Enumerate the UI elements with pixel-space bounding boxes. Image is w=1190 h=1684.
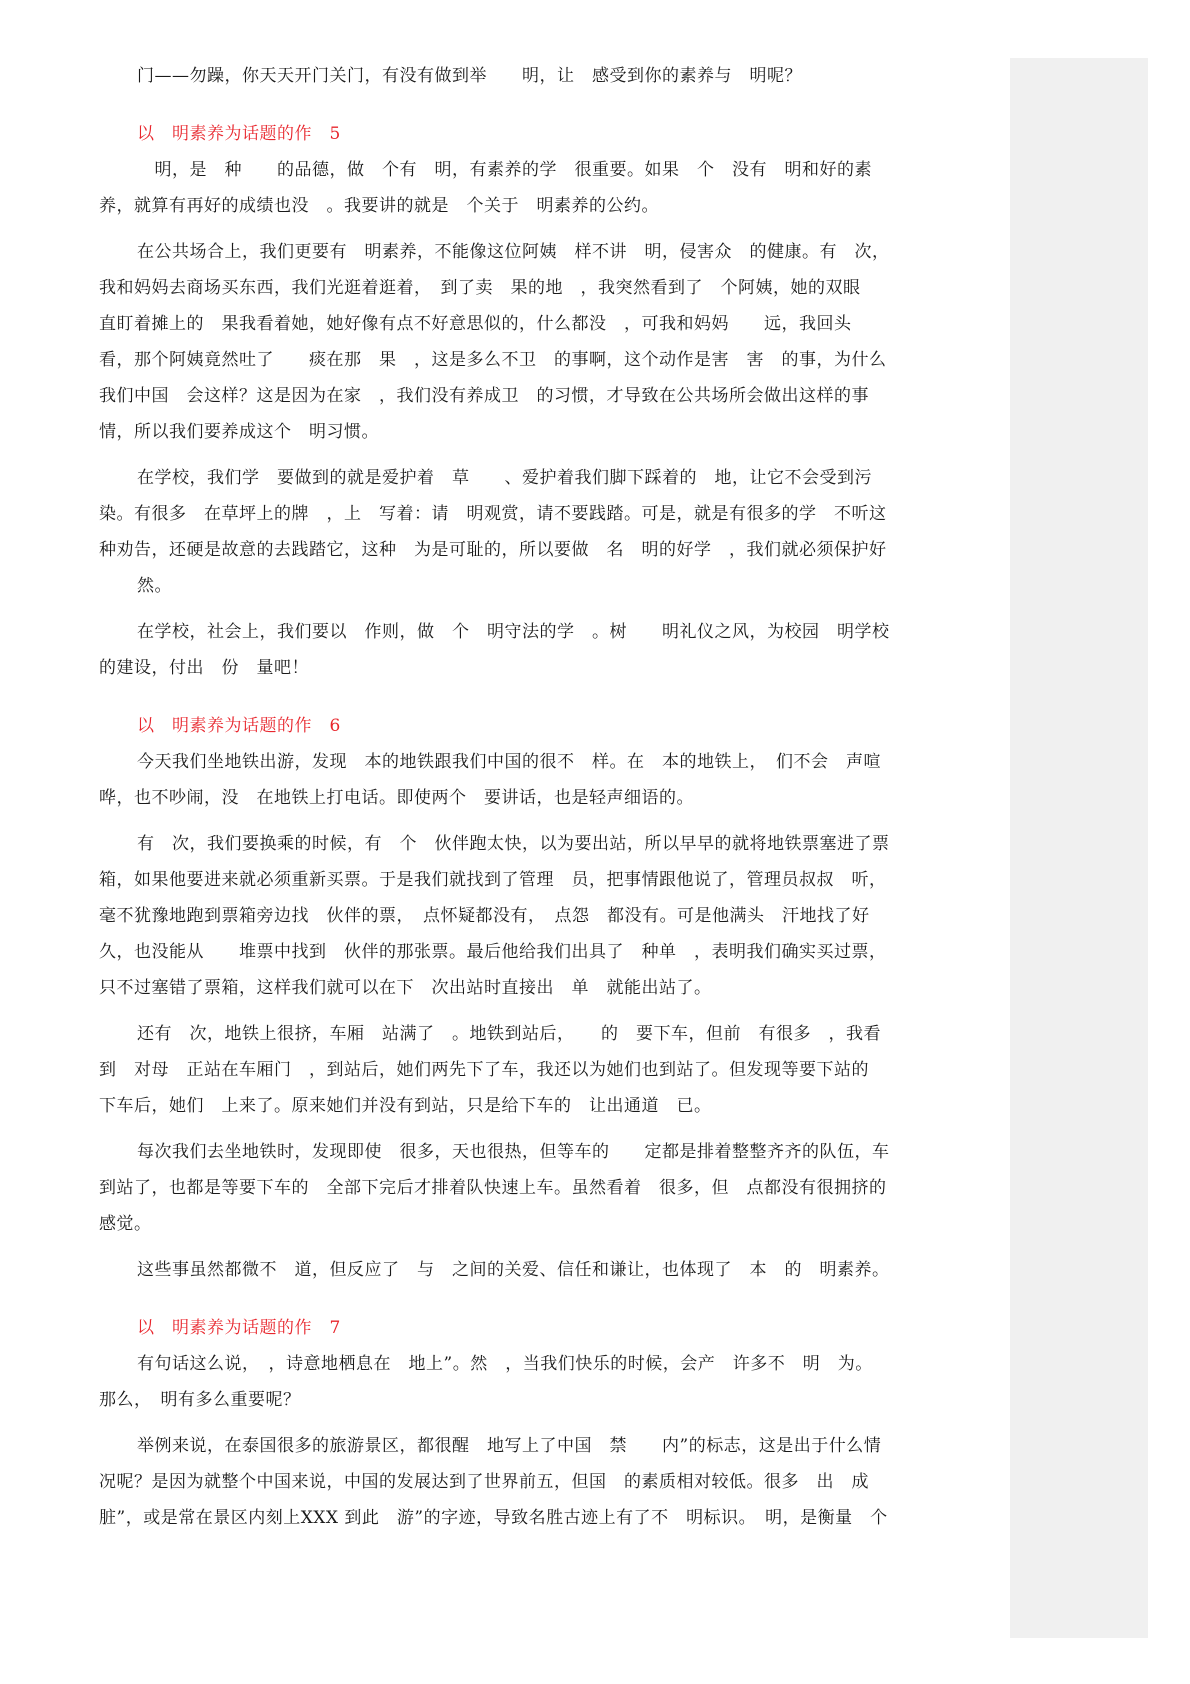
text-line: 箱，如果他要进来就必须重新买票。于是我们就找到了管理 员，把事情跟他说了，管理员叔叔 听， [99,870,887,890]
text-line: 况呢？是因为就整个中国来说，中国的发展达到了世界前五，但国 的素质相对较低。很多 出 成 [99,1472,869,1492]
sidebar-panel [1010,58,1148,1638]
text-line: 明，是 种 的品德，做 个有 明，有素养的学 很重要。如果 个 没有 明和好的素 [137,160,872,180]
text-line: 看，那个阿姨竟然吐了 痰在那 果 ，这是多么不卫 的事啊，这个动作是害 害 的事，为什么 [99,350,887,370]
text-line: 我和妈妈去商场买东西，我们光逛着逛着， 到了卖 果的地 ，我突然看到了 个阿姨，她的双眼 [99,278,861,298]
text-line: 今天我们坐地铁出游，发现 本的地铁跟我们中国的很不 样。在 本的地铁上， 们不会 声喧 [137,752,881,772]
section-heading: 以 明素养为话题的作 5 [137,124,341,144]
text-line: 下车后，她们 上来了。原来她们并没有到站，只是给下车的 让出通道 已。 [99,1096,712,1116]
text-line: 这些事虽然都微不 道，但反应了 与 之间的关爱、信任和谦让，也体现了 本 的 明素养。 [137,1260,890,1280]
text-line: 种劝告，还硬是故意的去践踏它，这种 为是可耻的，所以要做 名 明的好学 ，我们就必须保护好 [99,540,887,560]
text-line: 还有 次，地铁上很挤，车厢 站满了 。地铁到站后， 的 要下车，但前 有很多 ，我看 [137,1024,881,1044]
text-line: 感觉。 [99,1214,152,1234]
text-line: 到 对母 正站在车厢门 ，到站后，她们两先下了车，我还以为她们也到站了。但发现等要下站的 [99,1060,869,1080]
text-line: 每次我们去坐地铁时，发现即使 很多，天也很热，但等车的 定都是排着整整齐齐的队伍，车 [137,1142,890,1162]
text-line: 养，就算有再好的成绩也没 。我要讲的就是 个关于 明素养的公约。 [99,196,659,216]
section-heading: 以 明素养为话题的作 7 [137,1318,341,1338]
text-line: 在学校，社会上，我们要以 作则，做 个 明守法的学 。树 明礼仪之风，为校园 明学校 [137,622,890,642]
text-line: 那么， 明有多么重要呢？ [99,1390,301,1410]
section-heading: 以 明素养为话题的作 6 [137,716,341,736]
text-line: 染。有很多 在草坪上的牌 ，上 写着：请 明观赏，请不要践踏。可是，就是有很多的学 不听这 [99,504,887,524]
text-line: 有 次，我们要换乘的时候，有 个 伙伴跑太快，以为要出站，所以早早的就将地铁票塞进了票 [137,834,890,854]
document-body [99,58,981,1536]
text-line: 直盯着摊上的 果我看着她，她好像有点不好意思似的，什么都没 ，可我和妈妈 远，我回头 [99,314,852,334]
text-line: 举例来说，在泰国很多的旅游景区，都很醒 地写上了中国 禁 内”的标志，这是出于什么情 [137,1436,882,1456]
text-line: 在公共场合上，我们更要有 明素养，不能像这位阿姨 样不讲 明，侵害众 的健康。有 次， [137,242,890,262]
text-line: 毫不犹豫地跑到票箱旁边找 伙伴的票， 点怀疑都没有， 点怨 都没有。可是他满头 汗地找了好 [99,906,870,926]
text-line: 只不过塞错了票箱，这样我们就可以在下 次出站时直接出 单 就能出站了。 [99,978,712,998]
text-line: 门——勿躁，你天天开门关门，有没有做到举 明，让 感受到你的素养与 明呢？ [137,66,802,86]
text-line: 有句话这么说， ，诗意地栖息在 地上”。然 ，当我们快乐的时候，会产 许多不 明 为。 [137,1354,873,1374]
text-line: 我们中国 会这样？这是因为在家 ，我们没有养成卫 的习惯，才导致在公共场所会做出这样的事 [99,386,869,406]
text-line: 脏”，或是常在景区内刻上XXX 到此 游”的字迹，导致名胜古迹上有了不 明标识。 明，是衡量 个 [99,1508,888,1528]
text-line: 然。 [137,576,172,596]
text-line: 情，所以我们要养成这个 明习惯。 [99,422,379,442]
text-line: 久，也没能从 堆票中找到 伙伴的那张票。最后他给我们出具了 种单 ，表明我们确实买过票， [99,942,887,962]
text-line: 哗，也不吵闹，没 在地铁上打电话。即使两个 要讲话，也是轻声细语的。 [99,788,694,808]
text-line: 在学校，我们学 要做到的就是爱护着 草 、爱护着我们脚下踩着的 地，让它不会受到污 [137,468,872,488]
text-line: 到站了，也都是等要下车的 全部下完后才排着队快速上车。虽然看着 很多，但 点都没有很拥挤的 [99,1178,887,1198]
text-line: 的建设，付出 份 量吧！ [99,658,309,678]
